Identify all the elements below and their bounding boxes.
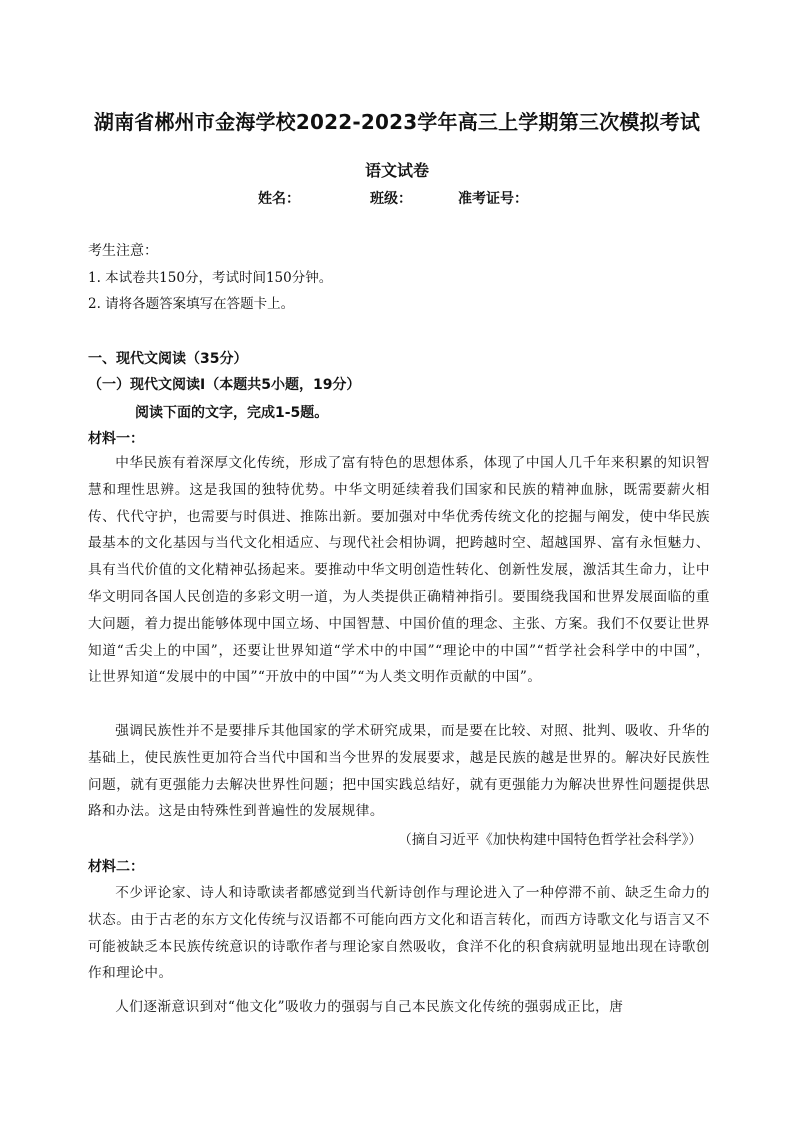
material-one-paragraph: 强调民族性并不是要排斥其他国家的学术研究成果，而是要在比较、对照、批判、吸收、升华的基础上，使民族性更加符合当代中国和当今世界的发展要求，越是民族的越是世界的。解决好民族性问题，就有更强能力去解决世界性问题；把中国实践总结好，就有更强能力为解决世界性问题提供思路和办法。这是由特殊性到普遍性的发展规律。 bbox=[88, 723, 710, 820]
class-label: 班级： bbox=[370, 191, 412, 207]
material-two-paragraph: 人们逐渐意识到对“他文化”吸收力的强弱与自己本民族文化传统的强弱成正比，唐 bbox=[115, 999, 624, 1015]
notice-item: 2. 请将各题答案填写在答题卡上。 bbox=[88, 296, 295, 312]
material-two-label: 材料二： bbox=[88, 859, 144, 875]
section-heading: 一、现代文阅读（35分） bbox=[88, 351, 248, 367]
exam-subtitle: 语文试卷 bbox=[364, 161, 429, 180]
exam-id-label: 准考证号： bbox=[458, 191, 528, 207]
material-one-paragraph: 中华民族有着深厚文化传统，形成了富有特色的思想体系，体现了中国人几千年来积累的知识智慧和理性思辨。这是我国的独特优势。中华文明延续着我们国家和民族的精神血脉，既需要薪火相传、代代守护，也需要与时俱进、推陈出新。要加强对中华优秀传统文化的挖掘与阐发，使中华民族最基本的文化基因与当代文化相适应、与现代社会相协调，把跨越时空、超越国界、富有永恒魅力、具有当代价值的文化精神弘扬起来。要推动中华文明创造性转化、创新性发展，激活其生命力，让中华文明同各国人民创造的多彩文明一道，为人类提供正确精神指引。要围绕我国和世界发展面临的重大问题，着力提出能够体现中国立场、中国智慧、中国价值的理念、主张、方案。我们不仅要让世界知道“舌尖上的中国”，还要让世界知道“学术中的中国”“理论中的中国”“哲学社会科学中的中国”，让世界知道“发展中的中国”“开放中的中国”“为人类文明作贡献的中国”。 bbox=[88, 455, 710, 686]
notice-title: 考生注意： bbox=[88, 243, 158, 259]
reading-instruction: 阅读下面的文字，完成1-5题。 bbox=[135, 405, 329, 421]
subsection-heading: （一）现代文阅读Ⅰ（本题共5小题，19分） bbox=[88, 377, 361, 393]
exam-title: 湖南省郴州市金海学校2022-2023学年高三上学期第三次模拟考试 bbox=[93, 110, 701, 134]
material-one-label: 材料一： bbox=[88, 431, 144, 447]
student-info-line bbox=[258, 188, 528, 208]
material-one-source: （摘自习近平《加快构建中国特色哲学社会科学》） bbox=[398, 832, 702, 848]
name-label: 姓名： bbox=[258, 191, 300, 207]
material-two-paragraph: 不少评论家、诗人和诗歌读者都感觉到当代新诗创作与理论进入了一种停滞不前、缺乏生命力的状态。由于古老的东方文化传统与汉语都不可能向西方文化和语言转化，而西方诗歌文化与语言又不可能被缺乏本民族传统意识的诗歌作者与理论家自然吸收，食洋不化的积食病就明显地出现在诗歌创作和理论中。 bbox=[88, 885, 710, 982]
notice-item: 1. 本试卷共150分，考试时间150分钟。 bbox=[88, 270, 333, 286]
